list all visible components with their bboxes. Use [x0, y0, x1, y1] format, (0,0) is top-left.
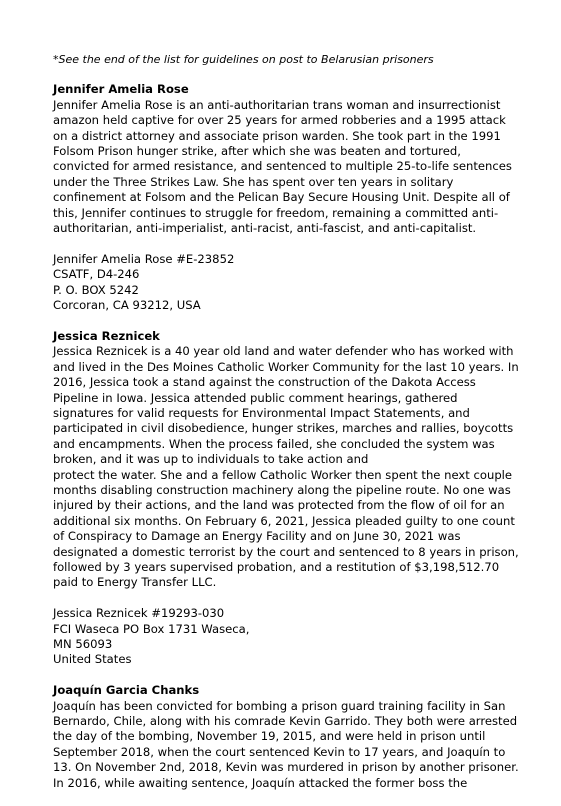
prisoner-address — [53, 252, 513, 314]
address-line: P. O. BOX 5242 — [53, 282, 139, 297]
address-line: Corcoran, CA 93212, USA — [53, 298, 201, 313]
bio-line: convicted for armed resistance, and sentenced to multiple 25-to-life sentences — [53, 159, 512, 174]
bio-line: Folsom Prison hunger strike, after which she was beaten and tortured, — [53, 144, 461, 159]
bio-line: Jennifer Amelia Rose is an anti-authoritarian trans woman and insurrectionist — [53, 97, 501, 112]
bio-line: additional six months. On February 6, 2021, Jessica pleaded guilty to one count — [53, 513, 515, 528]
bio-line: signatures for valid requests for Environmental Impact Statements, and — [53, 405, 470, 420]
bio-line: protect the water. She and a fellow Catholic Worker then spent the next couple — [53, 467, 513, 482]
bio-line: injured by their actions, and the land was protected from the flow of oil for an — [53, 498, 505, 513]
address-line: CSATF, D4-246 — [53, 267, 140, 282]
bio-line: authoritarian, anti-imperialist, anti-racist, anti-fascist, and anti-capitalist. — [53, 221, 477, 236]
bio-line: confinement at Folsom and the Pelican Bay Secure Housing Unit. Despite all of — [53, 190, 510, 205]
bio-line: this, Jennifer continues to struggle for freedom, remaining a committed anti- — [53, 205, 499, 220]
address-line: Jennifer Amelia Rose #E-23852 — [53, 251, 235, 266]
bio-line: broken, and it was up to individuals to take action and — [53, 452, 369, 467]
address-line: FCI Waseca PO Box 1731 Waseca, — [53, 621, 250, 636]
bio-line: Jessica Reznicek is a 40 year old land and water defender who has worked with — [53, 344, 514, 359]
bio-line: the day of the bombing, November 19, 2015, and were held in prison until — [53, 729, 486, 744]
bio-line: designated a domestic terrorist by the court and sentenced to 8 years in prison, — [53, 544, 519, 559]
prisoner-name: Jessica Reznicek — [53, 328, 160, 343]
prisoner-bio — [53, 98, 513, 237]
prisoner-entry-jennifer — [53, 82, 513, 313]
bio-line: and lived in the Des Moines Catholic Worker Community for the last 10 years. In — [53, 359, 519, 374]
prisoner-bio — [53, 698, 519, 791]
bio-line: participated in civil disobedience, hunger strikes, marches and rallies, boycotts — [53, 421, 514, 436]
bio-line: paid to Energy Transfer LLC. — [53, 575, 217, 590]
bio-line: on a district attorney and associate prison warden. She took part in the 1991 — [53, 128, 501, 143]
bio-line: months disabling construction machinery along the pipeline route. No one was — [53, 482, 511, 497]
bio-line: In 2016, while awaiting sentence, Joaquín attacked the former boss the — [53, 775, 468, 790]
bio-line: and encampments. When the process failed, she concluded the system was — [53, 436, 495, 451]
prisoner-name: Joaquín Garcia Chanks — [53, 683, 200, 698]
bio-line: September 2018, when the court sentenced Kevin to 17 years, and Joaquín to — [53, 744, 506, 759]
document-page — [53, 52, 519, 806]
address-line: MN 56093 — [53, 636, 113, 651]
bio-line: of Conspiracy to Damage an Energy Facility and on June 30, 2021 was — [53, 529, 461, 544]
bio-line: under the Three Strikes Law. She has spent over ten years in solitary — [53, 174, 454, 189]
bio-line: 13. On November 2nd, 2018, Kevin was murdered in prison by another prisoner. — [53, 760, 519, 775]
bio-line: Bernardo, Chile, along with his comrade Kevin Garrido. They both were arrested — [53, 714, 518, 728]
prisoner-entry-jessica — [53, 328, 519, 668]
bio-line: followed by 3 years supervised probation, and a restitution of $3,198,512.70 — [53, 559, 500, 574]
address-line: United States — [53, 652, 132, 667]
guidelines-note: *See the end of the list for guidelines on post to Belarusian prisoners — [53, 53, 434, 66]
prisoner-bio — [53, 344, 519, 591]
bio-line: 2016, Jessica took a stand against the construction of the Dakota Access — [53, 375, 476, 390]
bio-line: Pipeline in Iowa. Jessica attended public comment hearings, gathered — [53, 390, 458, 405]
prisoner-name: Jennifer Amelia Rose — [53, 82, 189, 97]
prisoner-address — [53, 606, 513, 668]
prisoner-entry-joaquin — [53, 683, 519, 791]
bio-line: Joaquín has been convicted for bombing a prison guard training facility in San — [53, 698, 506, 713]
bio-line: amazon held captive for over 25 years for armed robberies and a 1995 attack — [53, 113, 506, 128]
address-line: Jessica Reznicek #19293-030 — [53, 606, 225, 621]
